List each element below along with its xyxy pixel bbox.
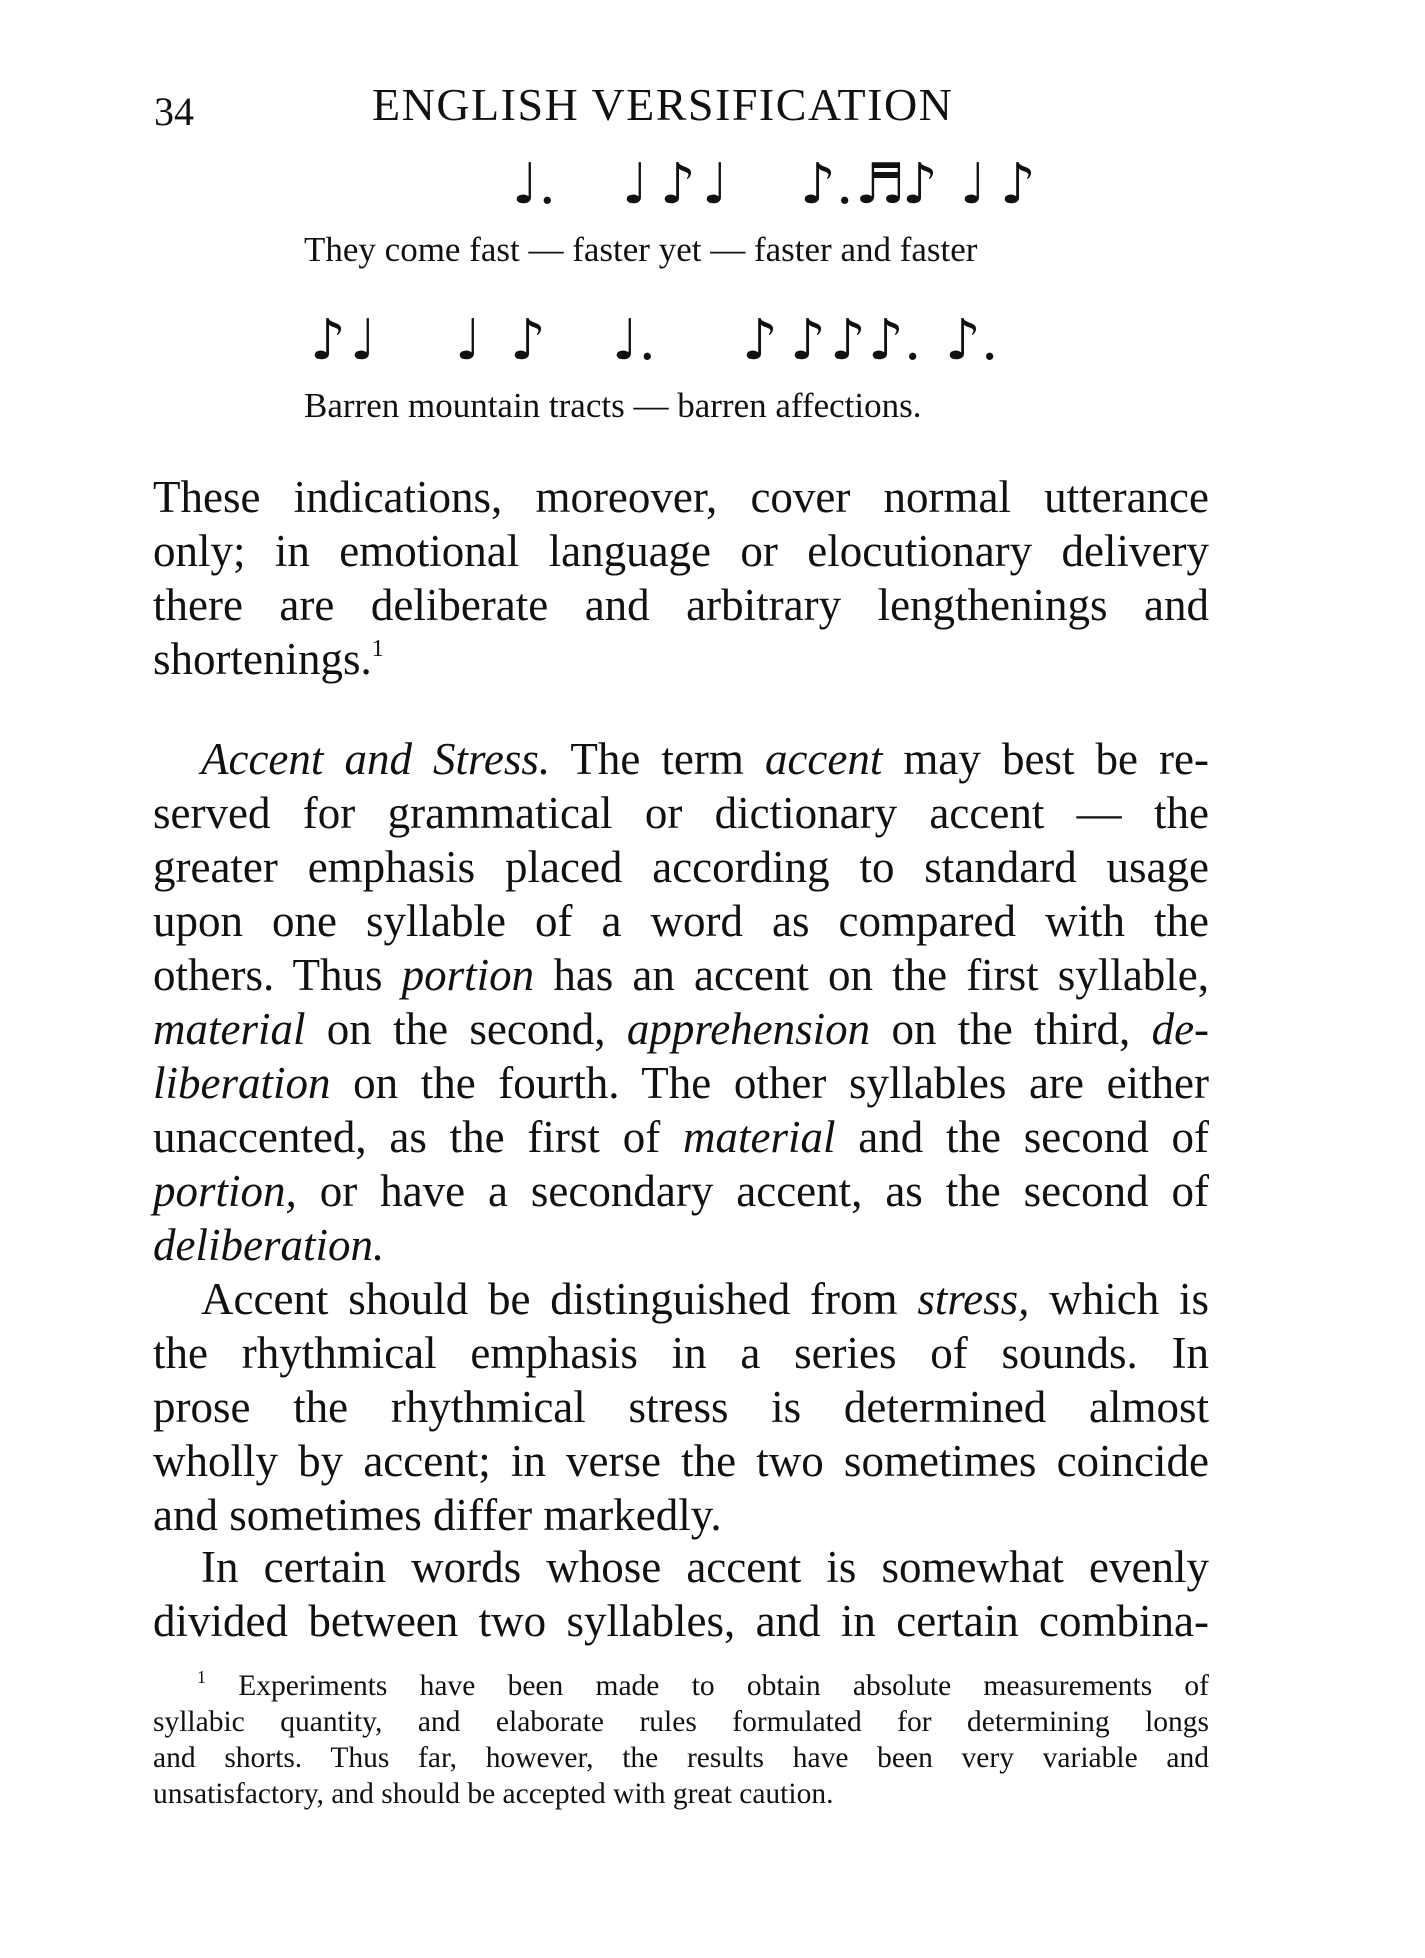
page-header bbox=[150, 78, 1210, 138]
text-line: portion, or have a secondary accent, as the second of bbox=[153, 1166, 1210, 1216]
footnote-mark: 1 bbox=[197, 1667, 206, 1687]
paragraph-1 bbox=[153, 470, 1209, 686]
text-line: served for grammatical or dictionary accent — the bbox=[153, 788, 1209, 838]
music-note: ♩ bbox=[455, 308, 482, 373]
text-line: and sometimes differ markedly. bbox=[153, 1490, 722, 1540]
music-note: ♩. bbox=[512, 152, 557, 217]
music-note: ♪. bbox=[800, 152, 854, 217]
footnote-line: $^1$ Experiments have been made to obtain absolute measurements of bbox=[197, 1667, 1210, 1702]
footnote-line: and shorts. Thus far, however, the results have been very variable and bbox=[153, 1742, 1209, 1774]
music-note: ♩ bbox=[350, 308, 377, 373]
paragraph-3 bbox=[153, 1272, 1209, 1542]
music-note: ♪ bbox=[310, 308, 346, 373]
music-note: ♩ bbox=[960, 152, 987, 217]
text-line: deliberation. bbox=[153, 1220, 385, 1270]
text-line: there are deliberate and arbitrary lengthenings and bbox=[153, 580, 1209, 630]
footnote bbox=[153, 1668, 1209, 1812]
music-note: ♪ bbox=[830, 308, 866, 373]
text-line: These indications, moreover, cover normal utterance bbox=[153, 472, 1209, 522]
music-note: ♩. bbox=[612, 308, 657, 373]
example-line-2: Barren mountain tracts — barren affections. bbox=[304, 386, 922, 425]
music-note: ♪. bbox=[945, 308, 999, 373]
text-line: divided between two syllables, and in certain combina- bbox=[153, 1596, 1209, 1646]
text-line: In certain words whose accent is somewhat evenly bbox=[201, 1542, 1209, 1592]
page-number: 34 bbox=[154, 89, 194, 134]
music-note: ♩ bbox=[702, 152, 729, 217]
text-line: unaccented, as the first of material and the second of bbox=[153, 1112, 1209, 1162]
music-note: ♪ bbox=[742, 308, 778, 373]
music-note: ♩ bbox=[622, 152, 649, 217]
text-line: Accent and Stress. The term accent may best be re- bbox=[201, 734, 1209, 784]
music-note: ♪ bbox=[790, 308, 826, 373]
music-note: ♪ bbox=[510, 308, 546, 373]
music-note: ♪ bbox=[902, 152, 938, 217]
text-line: material on the second, apprehension on the third, de- bbox=[153, 1004, 1210, 1054]
music-note: ♪ bbox=[660, 152, 696, 217]
paragraph-4 bbox=[153, 1540, 1209, 1648]
text-line: prose the rhythmical stress is determined almost bbox=[153, 1382, 1209, 1432]
footnote-line: syllabic quantity, and elaborate rules formulated for determining longs bbox=[153, 1706, 1209, 1738]
text-line: upon one syllable of a word as compared with the bbox=[153, 896, 1209, 946]
text-line: Accent should be distinguished from stress, which is bbox=[201, 1274, 1210, 1324]
text-line: only; in emotional language or elocutionary delivery bbox=[153, 526, 1209, 576]
text-line: greater emphasis placed according to standard usage bbox=[153, 842, 1209, 892]
text-line: wholly by accent; in verse the two sometimes coincide bbox=[153, 1436, 1209, 1486]
footnote-reference: 1 bbox=[371, 636, 384, 662]
text-line: the rhythmical emphasis in a series of sounds. In bbox=[153, 1328, 1209, 1378]
footnote-line: unsatisfactory, and should be accepted with great caution. bbox=[153, 1778, 834, 1810]
music-note: ♪ bbox=[1000, 152, 1036, 217]
music-note: ♪. bbox=[868, 308, 922, 373]
music-note: ♬ bbox=[855, 152, 906, 217]
text-line: others. Thus portion has an accent on the first syllable, bbox=[153, 950, 1210, 1000]
text-line: shortenings.$^1$ bbox=[153, 634, 384, 684]
section-heading: Accent and Stress. bbox=[201, 734, 551, 784]
running-head: ENGLISH VERSIFICATION bbox=[372, 79, 954, 130]
text-line: liberation on the fourth. The other syllables are either bbox=[153, 1058, 1210, 1108]
paragraph-accent-and-stress bbox=[153, 732, 1209, 1272]
example-line-1: They come fast — faster yet — faster and faster bbox=[304, 230, 978, 269]
